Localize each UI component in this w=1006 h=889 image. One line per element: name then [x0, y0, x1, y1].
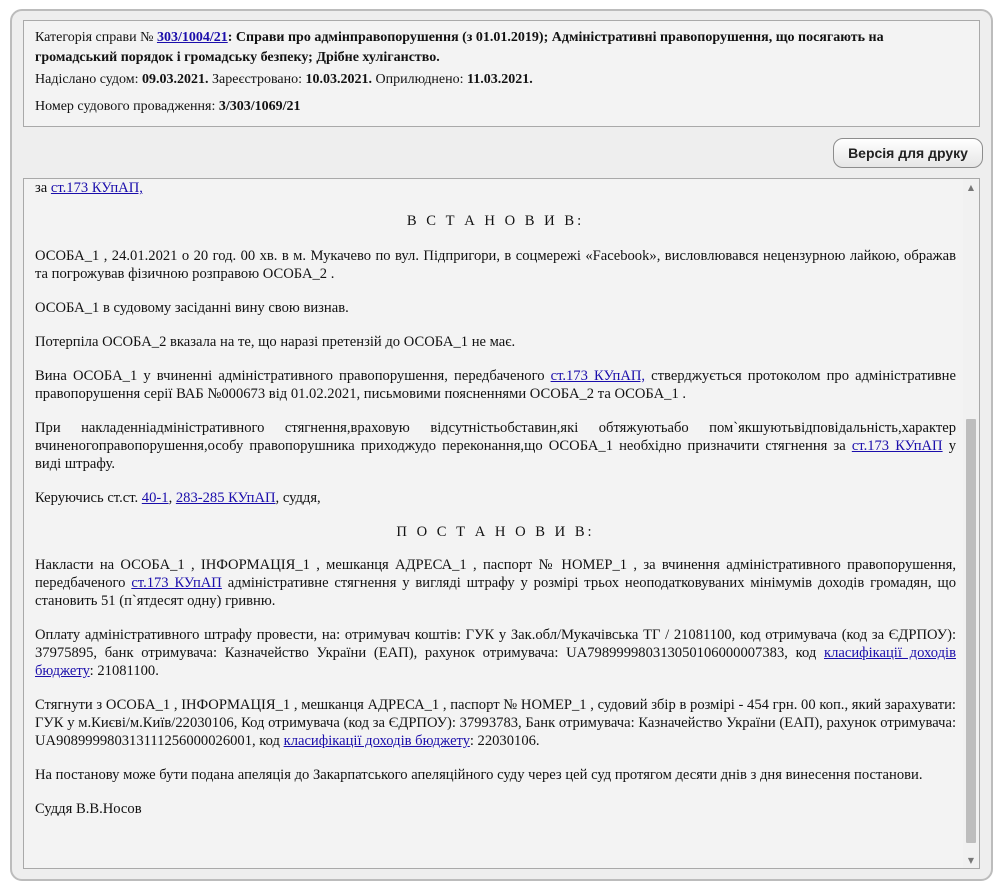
doc-text: стверджується протоколом про адміністративне правопорушення серії ВАБ №000673 від 01.02.2021, письмовими поясненнями ОСОБА_2 та ОСОБА_1 . [35, 368, 956, 402]
doc-text: Оплату адміністративного штрафу провести, на: отримувач коштів: ГУК у Зак.обл/Мукачівська ТГ / 21081100, код отримувача (код за ЄДРПОУ): 37975895, банк отримувача: Казначейство України (ЕАП), рахунок отримувача: UA798999980313050106000007383, код [35, 627, 956, 661]
budget-classification-link[interactable]: класифікації доходів бюджету [283, 733, 470, 749]
doc-paragraph-6 [35, 489, 956, 507]
scrollbar-thumb[interactable] [966, 419, 976, 843]
doc-paragraph-1: ОСОБА_1 , 24.01.2021 о 20 год. 00 хв. в м. Мукачево по вул. Підпригори, в соцмережі «Facebook», висловлювався нецензурною лайкою, ображав та погрожував фізичною розправою ОСОБА_2 . [35, 248, 956, 282]
doc-paragraph-8 [35, 626, 956, 680]
published-date: 11.03.2021. [467, 72, 533, 87]
case-info-panel [23, 20, 980, 127]
proceeding-line [35, 97, 967, 117]
print-version-button[interactable]: Версія для друку [833, 138, 983, 168]
doc-paragraph-9 [35, 696, 956, 750]
law-link[interactable]: 40-1 [141, 490, 169, 506]
judge-signature: Суддя В.В.Носов [35, 801, 142, 817]
published-label: Оприлюднено: [371, 72, 468, 87]
proceeding-label: Номер судового провадження: [35, 98, 219, 114]
heading-established: В С Т А Н О В И В: [406, 213, 585, 229]
category-number-link[interactable]: 303/1004/21 [156, 30, 228, 45]
law-link[interactable]: 283-285 КУпАП [175, 490, 276, 506]
doc-paragraph-5 [35, 419, 956, 473]
sent-date: 09.03.2021. [142, 72, 209, 87]
triangle-up-icon[interactable]: ▲ [967, 182, 975, 192]
doc-paragraph-2: ОСОБА_1 в судовому засіданні вину свою визнав. [35, 300, 349, 316]
heading-resolved: П О С Т А Н О В И В: [396, 524, 595, 540]
doc-paragraph-10: На постанову може бути подана апеляція до Закарпатського апеляційного суду через цей суд протягом десяти днів з дня винесення постанови. [35, 767, 923, 783]
law-link[interactable]: ст.173 КУпАП [851, 438, 943, 454]
document-viewer[interactable] [23, 178, 980, 869]
vertical-scrollbar[interactable] [963, 179, 979, 868]
doc-text: : 21081100. [89, 663, 159, 679]
sent-label: Надіслано судом: [35, 72, 142, 87]
doc-text: , суддя, [275, 490, 321, 506]
proceeding-number: 3/303/1069/21 [218, 98, 301, 114]
dates-line [35, 70, 967, 90]
doc-paragraph-0 [35, 179, 956, 197]
category-line [35, 28, 967, 67]
doc-paragraph-7 [35, 556, 956, 610]
doc-text: При накладенніадміністративного стягнення,враховую відсутністьобставин,які обтяжуютьабо пом`якшуютьвідповідальність,характер вчиненогоправопорушення,особу правопорушника приходжудо переконання,що ОСОБА_1 необхідно призначити стягнення за [35, 420, 956, 454]
category-text: : Справи про адмінправопорушення (з 01.01.2019); Адміністративні правопорушення, що посягають на громадський порядок і громадську безпеку; Дрібне хуліганство. [35, 30, 884, 65]
budget-classification-link[interactable]: класифікації доходів бюджету [35, 645, 956, 679]
doc-text: Вина ОСОБА_1 у вчиненні адміністративного правопорушення, передбаченого [35, 368, 551, 384]
registered-date: 10.03.2021. [305, 72, 372, 87]
doc-text: , [168, 490, 176, 506]
doc-paragraph-3: Потерпіла ОСОБА_2 вказала на те, що наразі претензій до ОСОБА_1 не має. [35, 334, 516, 350]
case-frame [10, 9, 993, 881]
law-link[interactable]: ст.173 КУпАП, [550, 368, 646, 384]
document-text [35, 179, 956, 834]
doc-text: адміністративне стягнення у вигляді штрафу у розмірі трьох неоподатковуваних мінімумів доходів громадян, що становить 51 (п`ятдесят одну) гривню. [35, 575, 956, 609]
category-prefix: Категорія справи № [35, 30, 157, 45]
doc-text: Стягнути з ОСОБА_1 , ІНФОРМАЦІЯ_1 , мешканця АДРЕСА_1 , паспорт № НОМЕР_1 , судовий збір в розмірі - 454 грн. 00 коп., який зарахувати: ГУК у м.Києві/м.Київ/22030106, Код отримувача (код за ЄДРПОУ): 37993783, Банк отримувача: Казначейство України (ЕАП), рахунок отримувача: UA908999980313111256000026001, код [35, 697, 956, 749]
doc-text: : 22030106. [469, 733, 540, 749]
doc-text: Керуючись ст.ст. [35, 490, 142, 506]
doc-text: за [35, 180, 51, 196]
doc-text: Накласти на ОСОБА_1 , ІНФОРМАЦІЯ_1 , мешканця АДРЕСА_1 , паспорт № НОМЕР_1 , за вчинення адміністративного правопорушення, передбаченого [35, 557, 956, 591]
triangle-down-icon[interactable]: ▼ [967, 855, 975, 865]
doc-paragraph-4 [35, 367, 956, 403]
registered-label: Зареєстровано: [208, 72, 306, 87]
doc-text: у виді штрафу. [35, 438, 956, 472]
law-link[interactable]: ст.173 КУпАП [131, 575, 222, 591]
law-link[interactable]: ст.173 КУпАП, [50, 180, 143, 196]
